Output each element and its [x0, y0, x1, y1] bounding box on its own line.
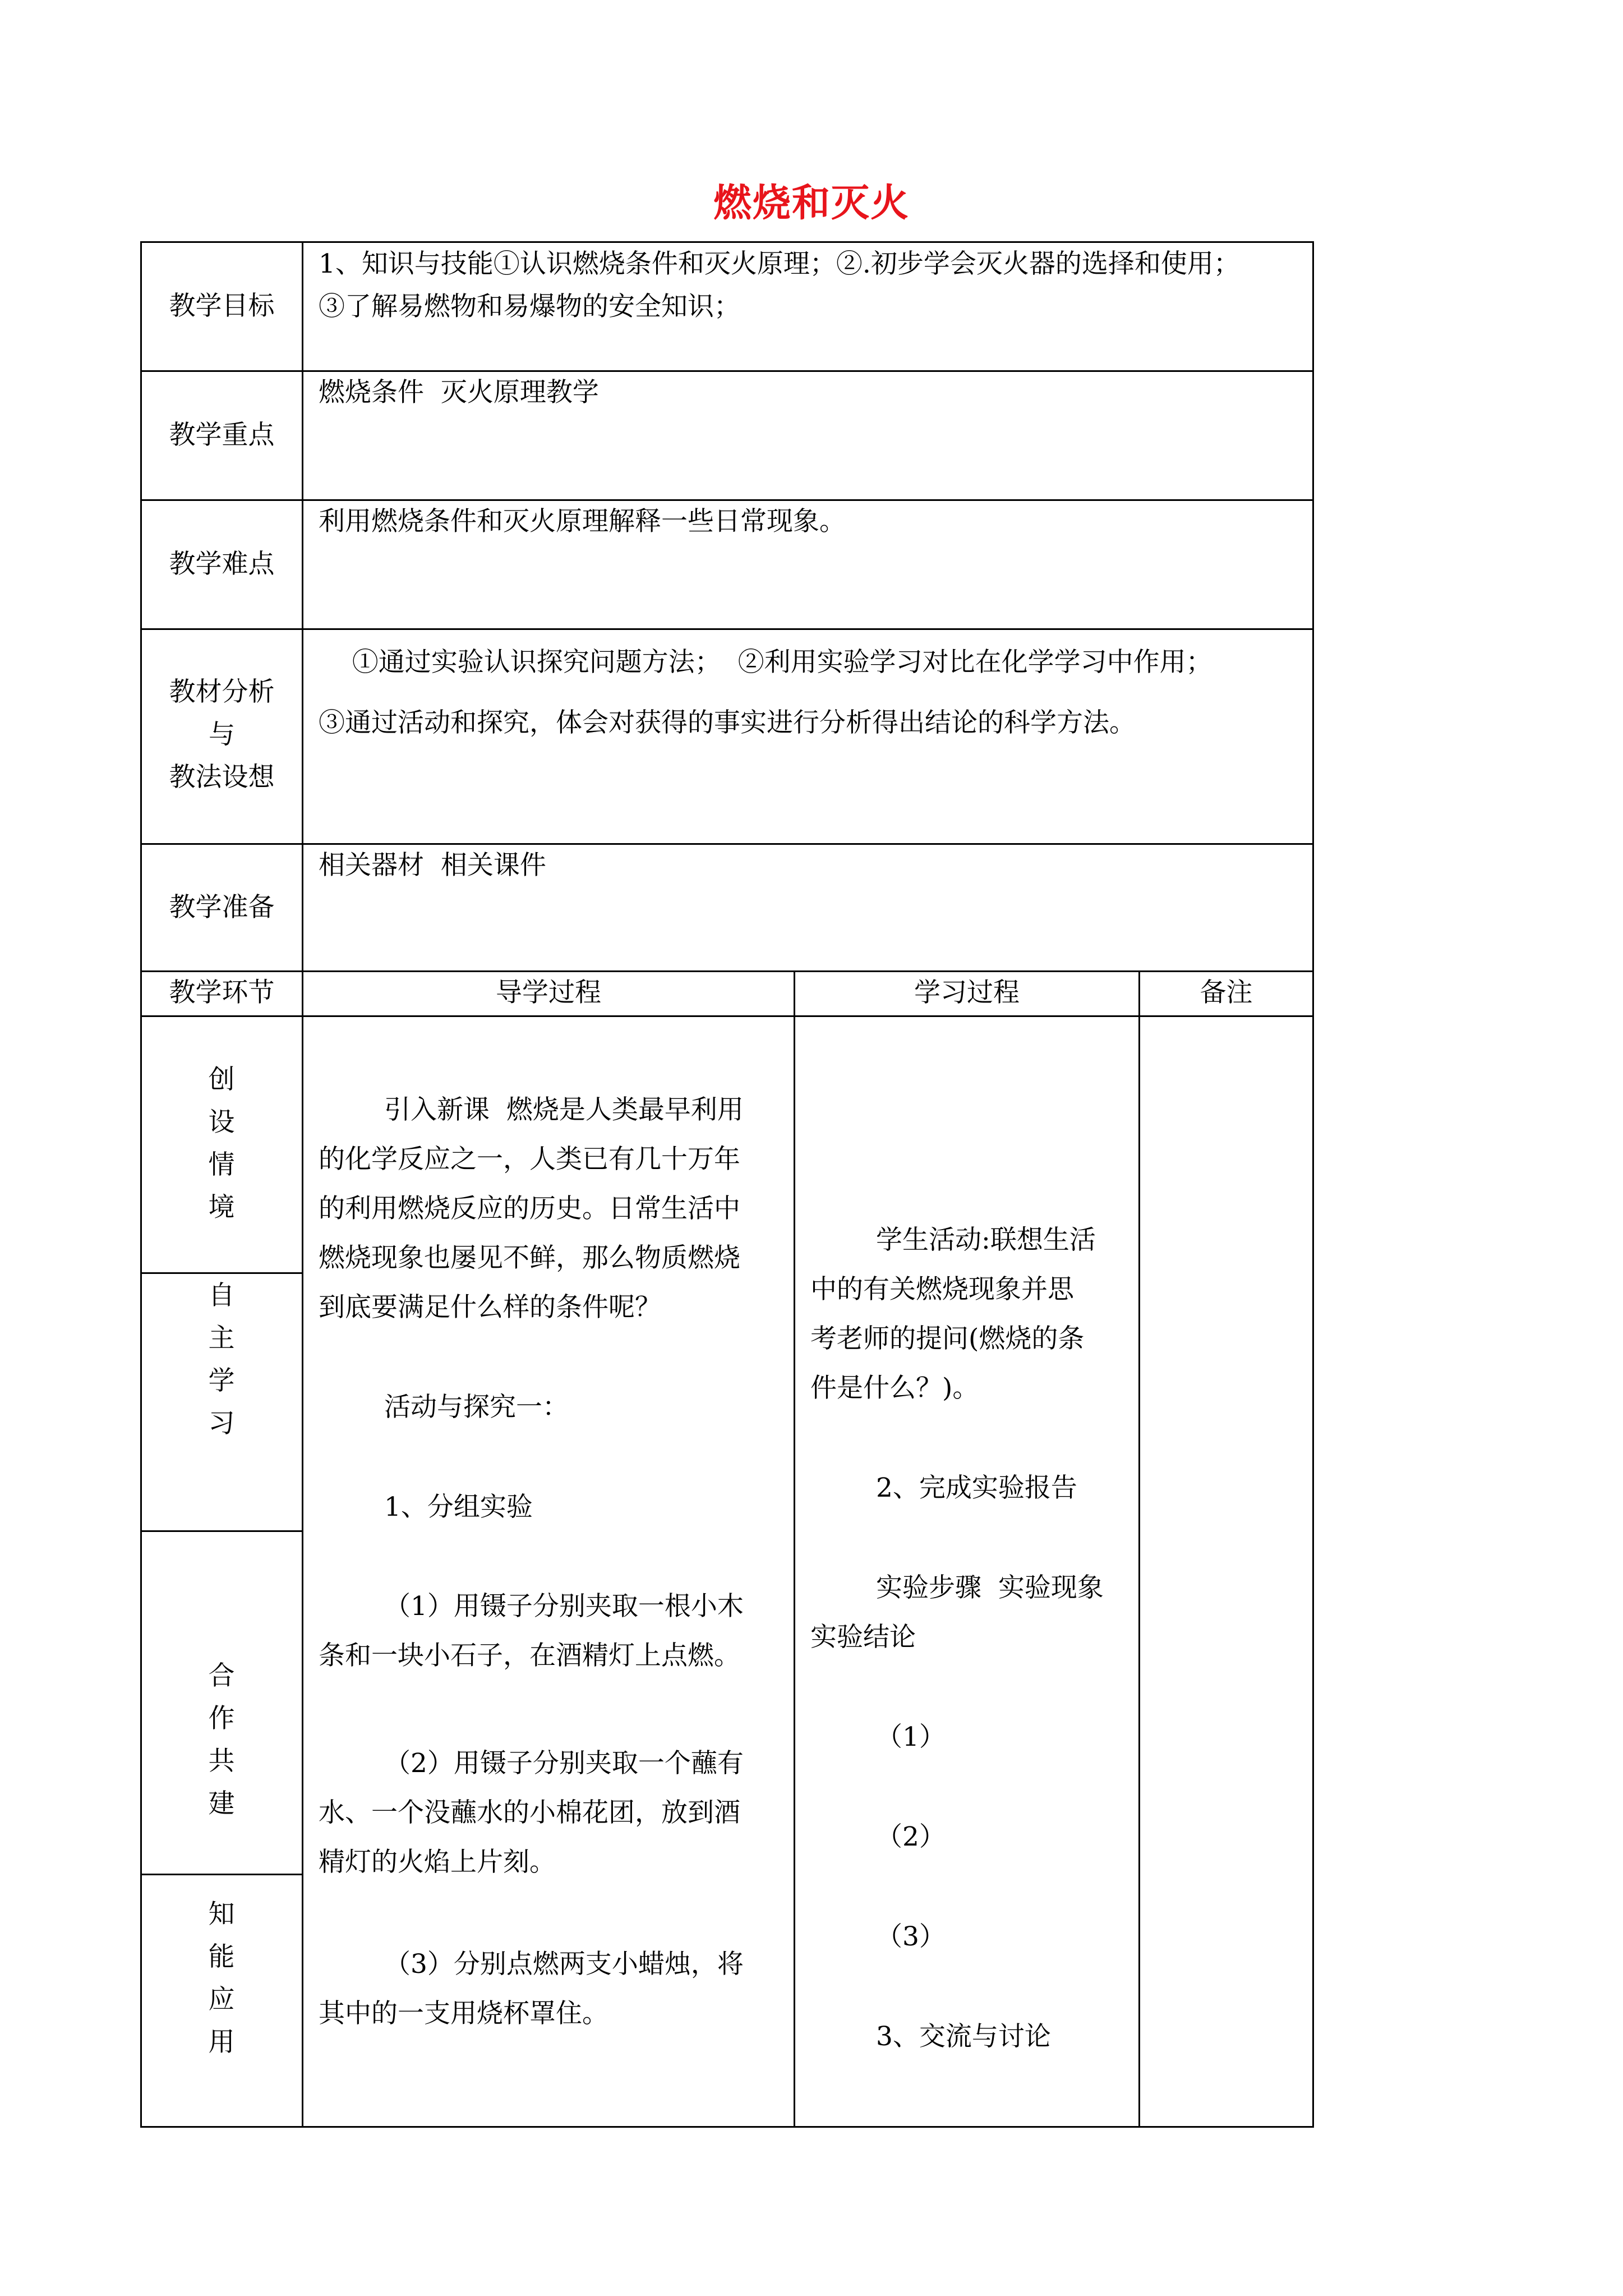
guide-intro-line: 到底要满足什么样的条件呢？: [319, 1292, 661, 1323]
learn-student-line: 考老师的提问(燃烧的条: [810, 1323, 1085, 1354]
analysis-line-2: ③通过活动和探究，体会对获得的事实进行分析得出结论的科学方法。: [319, 707, 1136, 738]
page-title: 燃烧和灭火: [713, 181, 910, 226]
learn-steps-line: 实验步骤 实验现象: [876, 1572, 1104, 1603]
learn-discussion: 3、交流与讨论: [876, 2021, 1051, 2052]
stage-char: 主: [208, 1323, 235, 1354]
stage-char: 情: [208, 1149, 235, 1180]
stage-char: 习: [208, 1408, 235, 1439]
table-divider-note-col: [1138, 970, 1140, 2128]
learn-student-line: 学生活动:联想生活: [876, 1225, 1096, 1255]
stage-char: 共: [208, 1746, 235, 1777]
learn-steps-line: 实验结论: [810, 1622, 916, 1653]
learn-result-3: （3）: [876, 1921, 946, 1952]
stage-char: 境: [208, 1192, 235, 1223]
stage-char: 学: [208, 1365, 235, 1396]
label-analysis-1: 教材分析: [169, 677, 275, 707]
label-analysis-3: 教法设想: [169, 762, 275, 793]
header-stage: 教学环节: [169, 977, 275, 1008]
stage-char: 建: [208, 1788, 235, 1819]
stage-separator: [140, 1272, 303, 1274]
guide-exp2-line: （2）用镊子分别夹取一个蘸有: [384, 1748, 744, 1779]
table-border-left: [140, 241, 142, 2128]
difficulty-text: 利用燃烧条件和灭火原理解释一些日常现象。: [319, 506, 846, 537]
label-analysis-2: 与: [209, 719, 235, 750]
row-separator: [140, 843, 1314, 845]
label-preparation: 教学准备: [169, 892, 275, 923]
stage-char: 设: [208, 1107, 235, 1138]
guide-intro-line: 的化学反应之一，人类已有几十万年: [319, 1144, 740, 1175]
stage-char: 创: [208, 1064, 235, 1095]
learn-result-1: （1）: [876, 1722, 946, 1752]
label-teaching-goal: 教学目标: [169, 291, 275, 321]
analysis-line-1: ①通过实验认识探究问题方法； ②利用实验学习对比在化学学习中作用；: [319, 647, 1212, 678]
key-point-text: 燃烧条件 灭火原理教学: [319, 377, 599, 408]
stage-char: 自: [208, 1280, 235, 1311]
teaching-goal-line-1: 1、知识与技能①认识燃烧条件和灭火原理；②.初步学会灭火器的选择和使用；: [319, 249, 1240, 279]
row-separator: [140, 370, 1314, 372]
learn-report: 2、完成实验报告: [876, 1473, 1077, 1503]
stage-separator: [140, 1530, 303, 1532]
row-separator: [140, 628, 1314, 630]
stage-char: 用: [208, 2027, 235, 2058]
preparation-text: 相关器材 相关课件: [319, 850, 546, 881]
stage-char: 知: [208, 1899, 235, 1930]
header-learn: 学习过程: [914, 977, 1020, 1008]
guide-intro-line: 燃烧现象也屡见不鲜，那么物质燃烧: [319, 1243, 740, 1273]
guide-group-experiment: 1、分组实验: [384, 1492, 533, 1522]
label-difficulty: 教学难点: [169, 549, 275, 579]
header-note: 备注: [1200, 977, 1253, 1008]
header-guide: 导学过程: [496, 977, 601, 1008]
learn-result-2: （2）: [876, 1821, 946, 1852]
guide-activity: 活动与探究一：: [384, 1392, 569, 1423]
guide-intro-line: 的利用燃烧反应的历史。日常生活中: [319, 1193, 740, 1224]
stage-separator: [140, 1874, 303, 1875]
guide-exp1-line: （1）用镊子分别夹取一根小木: [384, 1591, 744, 1622]
stage-char: 能: [208, 1941, 235, 1972]
teaching-goal-line-2: ③了解易燃物和易爆物的安全知识；: [319, 291, 740, 322]
learn-student-line: 件是什么？)。: [810, 1373, 979, 1404]
stage-char: 作: [208, 1703, 235, 1734]
guide-exp3-line: 其中的一支用烧杯罩住。: [319, 1998, 608, 2029]
table-border-right: [1312, 241, 1314, 2128]
stage-char: 应: [208, 1984, 235, 2015]
guide-exp2-line: 水、一个没蘸水的小棉花团，放到酒: [319, 1797, 740, 1828]
guide-exp1-line: 条和一块小石子，在酒精灯上点燃。: [319, 1640, 740, 1671]
guide-exp2-line: 精灯的火焰上片刻。: [319, 1847, 556, 1878]
table-divider-guide-col: [794, 970, 795, 2128]
stage-char: 合: [208, 1660, 235, 1691]
guide-exp3-line: （3）分别点燃两支小蜡烛，将: [384, 1949, 744, 1980]
guide-intro-line: 引入新课 燃烧是人类最早利用: [384, 1094, 744, 1125]
label-key-point: 教学重点: [169, 420, 275, 450]
table-divider-label-col: [302, 241, 303, 2128]
learn-student-line: 中的有关燃烧现象并思: [810, 1274, 1074, 1305]
